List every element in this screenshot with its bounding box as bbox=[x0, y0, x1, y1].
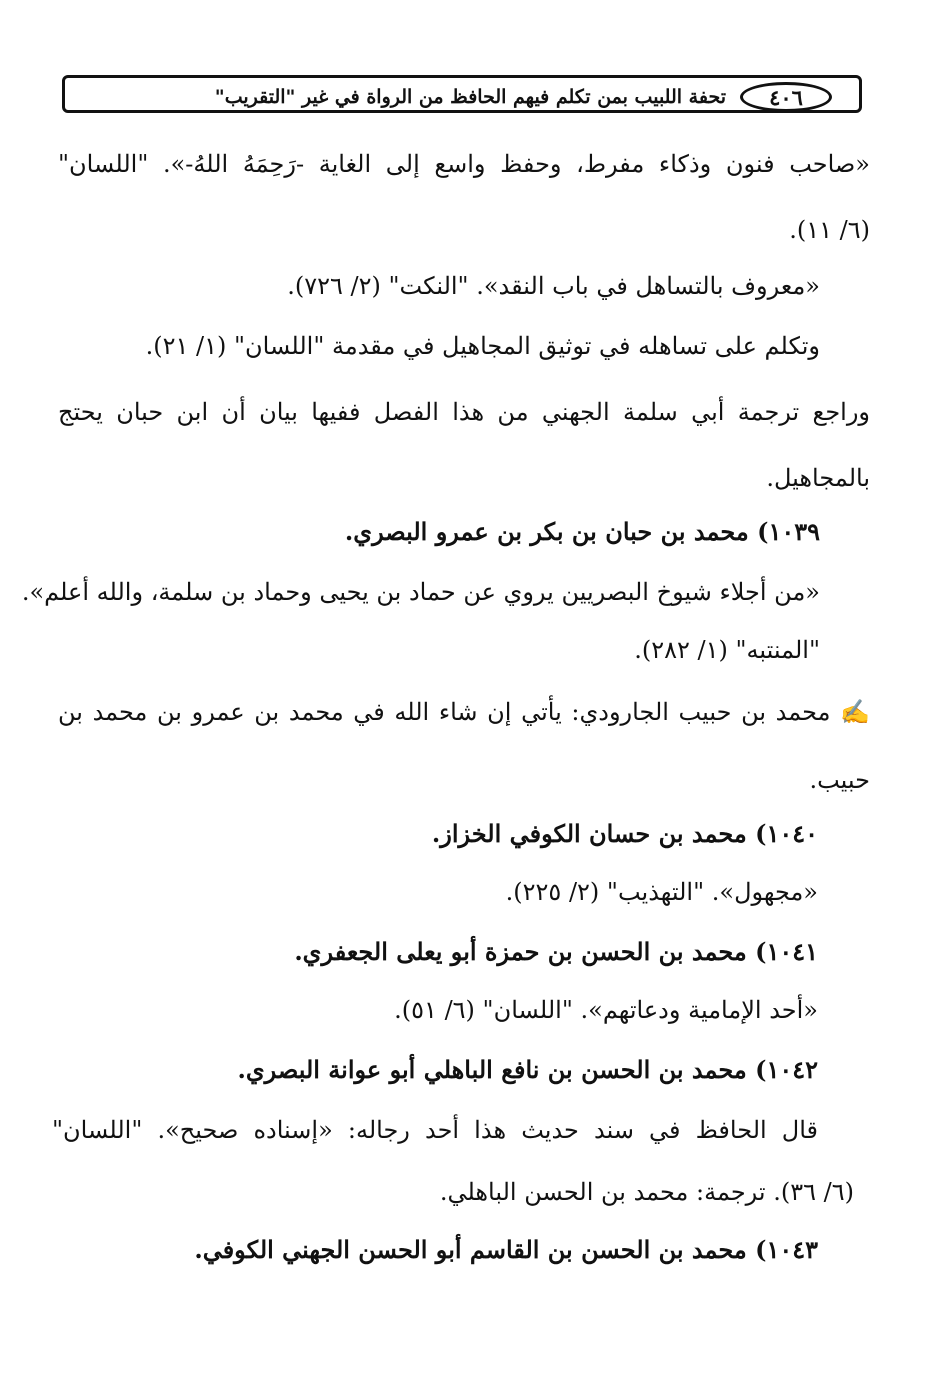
text-line-17: قال الحافظ في سند حديث هذا أحد رجاله: «إسناده صحيح». "اللسان" bbox=[52, 1116, 818, 1144]
entry-1041: ١٠٤١) محمد بن الحسن بن حمزة أبو يعلى الجعفري. bbox=[294, 937, 818, 966]
text-line-9: "المنتبه" (١/ ٢٨٢). bbox=[634, 636, 820, 664]
text-line-1: «صاحب فنون وذكاء مفرط، وحفظ واسع إلى الغاية -رَحِمَهُ اللهُ-». "اللسان" bbox=[58, 150, 870, 178]
entry-1040: ١٠٤٠) محمد بن حسان الكوفي الخزاز. bbox=[431, 819, 818, 848]
text-line-15: «أحد الإمامية ودعاتهم». "اللسان" (٦/ ٥١). bbox=[394, 996, 818, 1024]
text-line-8: «من أجلاء شيوخ البصريين يروي عن حماد بن يحيى وحماد بن سلمة، والله أعلم». bbox=[21, 578, 820, 606]
text-line-4: وتكلم على تساهله في توثيق المجاهيل في مقدمة "اللسان" (١/ ٢١). bbox=[145, 332, 820, 360]
text-line-6: بالمجاهيل. bbox=[766, 464, 870, 492]
text-line-18: (٦/ ٣٦). ترجمة: محمد بن الحسن الباهلي. bbox=[439, 1178, 854, 1206]
entry-1043: ١٠٤٣) محمد بن الحسن بن القاسم أبو الحسن الجهني الكوفي. bbox=[194, 1235, 818, 1264]
entry-1042: ١٠٤٢) محمد بن الحسن بن نافع الباهلي أبو عوانة البصري. bbox=[237, 1055, 818, 1084]
entry-1039: ١٠٣٩) محمد بن حبان بن بكر بن عمرو البصري. bbox=[344, 517, 820, 546]
text-line-10: ✍ محمد بن حبيب الجارودي: يأتي إن شاء الله في محمد بن عمرو بن محمد بن bbox=[58, 698, 870, 726]
text-line-3: «معروف بالتساهل في باب النقد». "النكت" (٢/ ٧٢٦). bbox=[287, 272, 820, 300]
page-number: ٤٠٦ bbox=[740, 82, 832, 112]
text-line-11: حبيب. bbox=[809, 766, 870, 794]
text-line-5: وراجع ترجمة أبي سلمة الجهني من هذا الفصل ففيها بيان أن ابن حبان يحتج bbox=[58, 398, 871, 426]
text-line-13: «مجهول». "التهذيب" (٢/ ٢٢٥). bbox=[505, 878, 818, 906]
running-header-title: تحفة اللبيب بمن تكلم فيهم الحافظ من الرواة في غير "التقريب" bbox=[214, 86, 726, 108]
text-line-2: (٦/ ١١). bbox=[789, 216, 870, 244]
